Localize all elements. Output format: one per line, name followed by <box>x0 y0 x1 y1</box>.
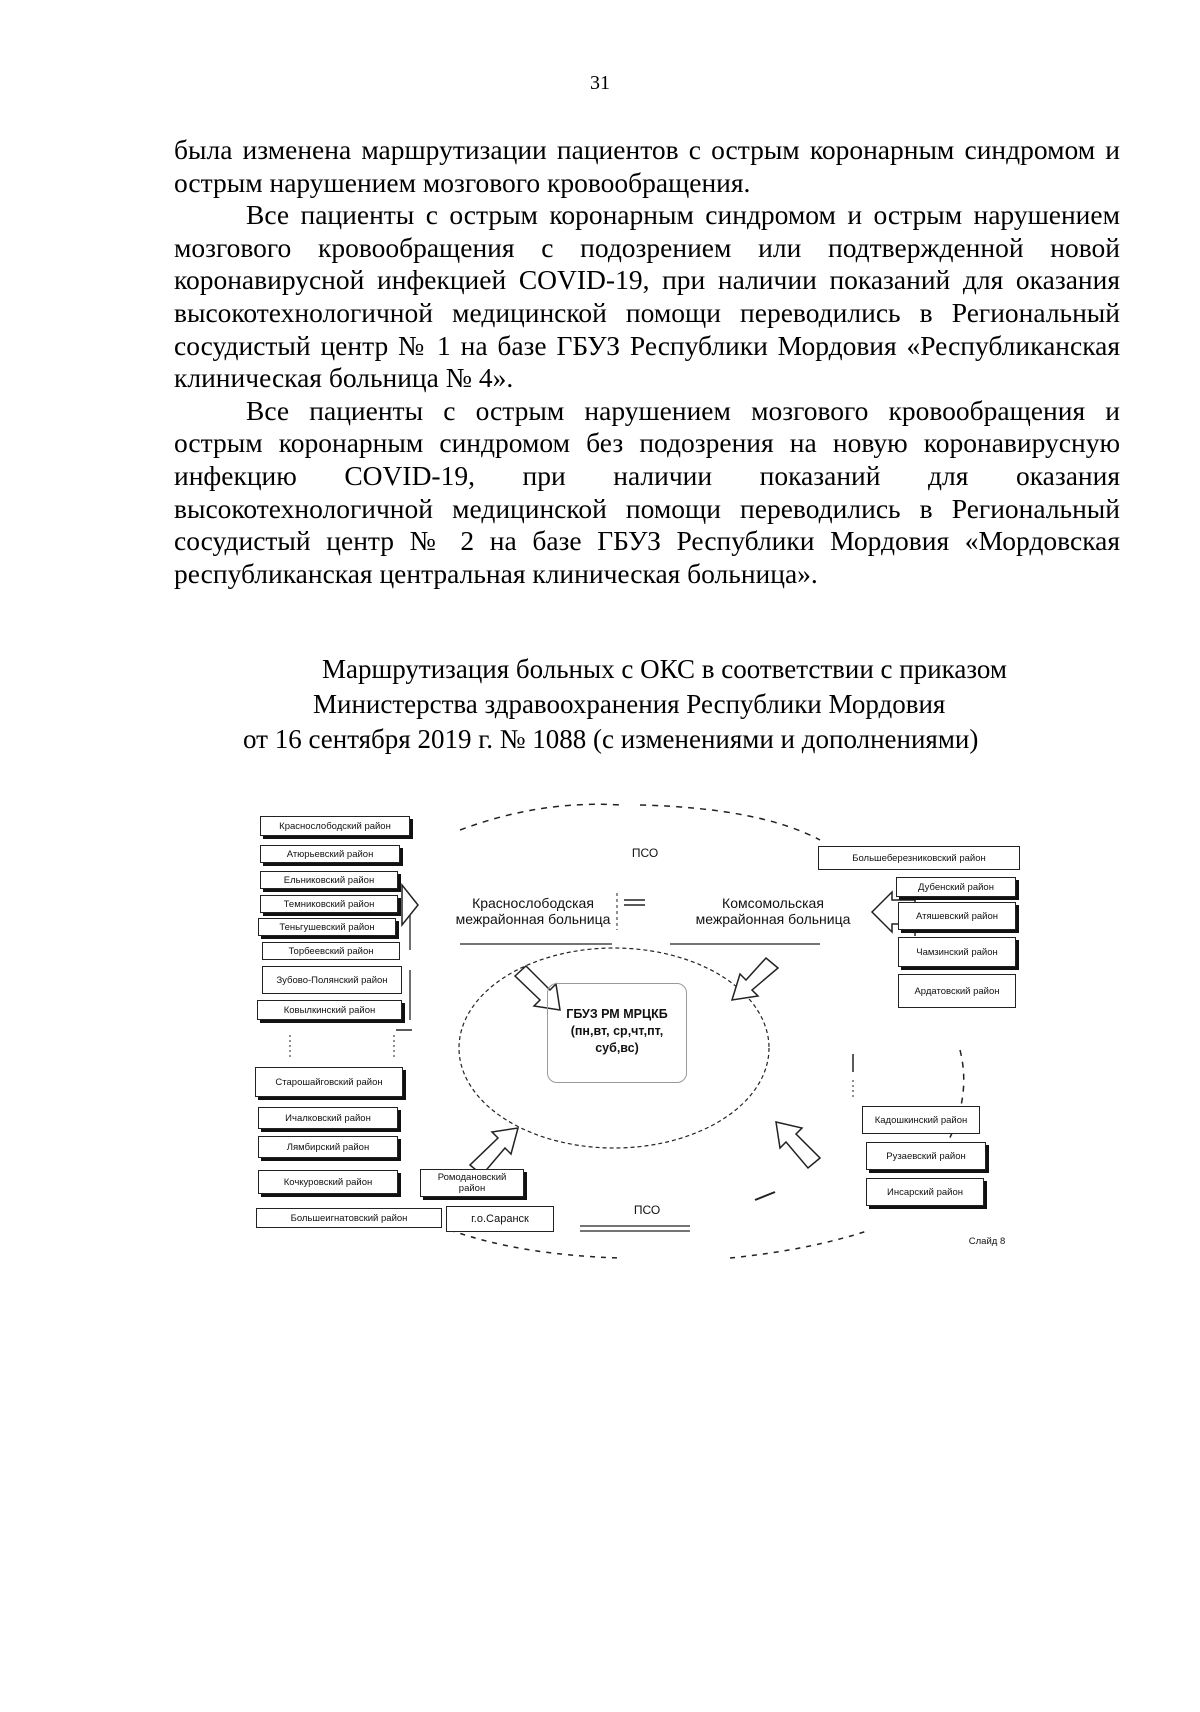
caption-line: Министерства здравоохранения Республики Мордовия <box>313 689 946 719</box>
district-box: Ельниковский район <box>260 871 398 889</box>
hospital-krasnoslobodskaya <box>438 895 628 927</box>
district-box: Кадошкинский район <box>862 1106 980 1134</box>
district-box: Атяшевский район <box>898 902 1016 930</box>
center-schedule: (пн,вт, ср,чт,пт, <box>570 1024 664 1038</box>
district-box: Ичалковский район <box>258 1107 398 1129</box>
hospital-type: межрайонная больница <box>695 911 851 927</box>
center-schedule: суб,вс) <box>595 1041 639 1055</box>
district-box: Зубово-Полянский район <box>262 966 402 994</box>
district-box: Лямбирский район <box>258 1136 398 1158</box>
district-box: Краснослободский район <box>260 816 410 836</box>
hospital-type: межрайонная больница <box>455 911 611 927</box>
district-box: Атюрьевский район <box>260 845 400 863</box>
caption-line: Маршрутизация больных с ОКС в соответствии с приказом <box>322 654 1007 684</box>
district-box: Темниковский район <box>260 895 398 913</box>
district-box: Инсарский район <box>866 1178 984 1206</box>
district-box: Ардатовский район <box>898 974 1016 1008</box>
district-box: Чамзинский район <box>898 937 1016 967</box>
hospital-name: Краснослободская <box>472 895 594 911</box>
pso-bottom-label: ПСО <box>633 1203 661 1217</box>
district-box: Рузаевский район <box>866 1142 986 1170</box>
district-box: Ковылкинский район <box>257 1000 402 1020</box>
district-box: Большеигнатовский район <box>256 1208 442 1228</box>
paragraph: была изменена маршрутизации пациентов с острым коронарным синдромом и острым нарушением мозгового кровообращения. <box>174 134 1120 198</box>
district-box: Дубенский район <box>896 877 1016 897</box>
paragraph: Все пациенты с острым коронарным синдромом и острым нарушением мозгового кровообращения с подозрением или подтвержденной новой коронавирусной инфекцией COVID-19, при наличии показаний для оказания высокотехнологичной медицинской помощи переводились в Региональный сосудистый центр № 1 на базе ГБУЗ Республики Мордовия «Республиканская клиническая больница № 4». <box>174 199 1120 394</box>
center-hospital-mrckb <box>547 983 687 1083</box>
district-box: Старошайговский район <box>255 1067 403 1097</box>
hospital-komsomolskaya <box>678 895 868 927</box>
district-box: Торбеевский район <box>262 942 400 960</box>
slide-label: Слайд 8 <box>968 1236 1006 1247</box>
district-box: Кочкуровский район <box>258 1170 398 1194</box>
district-box: Большеберезниковский район <box>818 846 1020 870</box>
district-box: г.о.Саранск <box>446 1206 554 1232</box>
district-box: Ромодановский район <box>420 1169 524 1197</box>
paragraph: Все пациенты с острым нарушением мозгового кровообращения и острым коронарным синдромом без подозрения на новую коронавирусную инфекцию COVID-19, при наличии показаний для оказания высокотехнологичной медицинской помощи переводились в Региональный сосудистый центр № 2 на базе ГБУЗ Республики Мордовия «Мордовская республиканская центральная клиническая больница». <box>174 394 1120 589</box>
caption-line: от 16 сентября 2019 г. № 1088 (с изменениями и дополнениями) <box>243 724 979 754</box>
district-box: Теньгушевский район <box>258 918 396 936</box>
pso-top-label: ПСО <box>631 846 659 860</box>
center-name: ГБУЗ РМ МРЦКБ <box>566 1007 668 1021</box>
page-number: 31 <box>590 72 610 94</box>
hospital-name: Комсомольская <box>722 895 824 911</box>
